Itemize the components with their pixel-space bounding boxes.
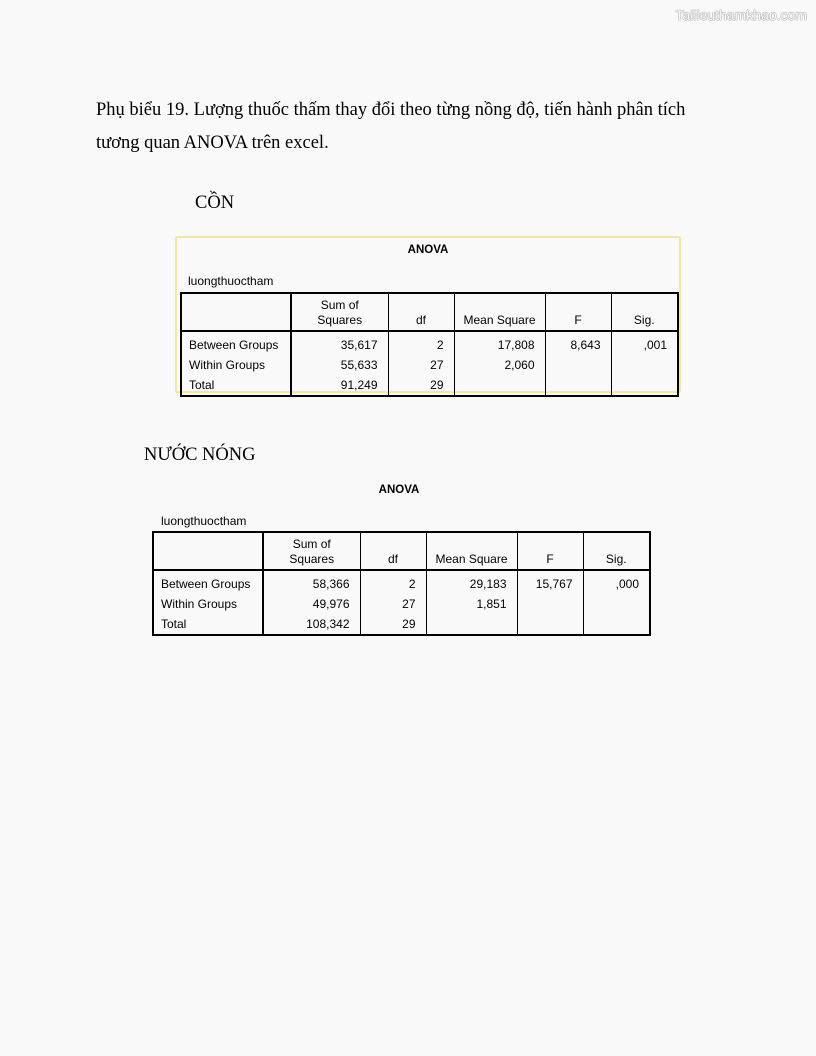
column-header-sum-of-squares-label: Sum of Squares: [317, 298, 363, 327]
table-header-row: [181, 293, 678, 331]
column-header-f: F: [545, 293, 611, 331]
cell-df: 29: [388, 375, 454, 396]
row-label: Between Groups: [181, 331, 291, 355]
row-label: Within Groups: [181, 355, 291, 375]
cell-sig: [583, 614, 650, 635]
column-header-df: df: [360, 532, 426, 570]
column-header-mean-square: Mean Square: [426, 532, 517, 570]
row-label: Between Groups: [153, 570, 263, 594]
cell-sum-of-squares: 35,617: [291, 331, 388, 355]
column-header-sig: Sig.: [611, 293, 678, 331]
anova-box-con: [175, 236, 681, 393]
cell-sum-of-squares: 49,976: [263, 594, 360, 614]
column-header-stub: [181, 293, 291, 331]
cell-sum-of-squares: 91,249: [291, 375, 388, 396]
table-row: [153, 570, 650, 594]
anova-table: [152, 531, 651, 636]
anova-table: [180, 292, 679, 397]
table-row: [153, 594, 650, 614]
column-header-mean-square: Mean Square: [454, 293, 545, 331]
cell-sig: [583, 594, 650, 614]
row-label: Total: [153, 614, 263, 635]
anova-title: ANOVA: [407, 244, 449, 256]
column-header-df: df: [388, 293, 454, 331]
row-label: Total: [181, 375, 291, 396]
cell-mean-square: 1,851: [426, 594, 517, 614]
dependent-variable: luongthuoctham: [161, 514, 247, 528]
cell-sig: [611, 375, 678, 396]
watermark: Tailieuthamkhao.com: [675, 7, 807, 23]
cell-df: 2: [360, 570, 426, 594]
column-header-sum-of-squares: [291, 293, 388, 331]
cell-sig: [611, 355, 678, 375]
column-header-sig: Sig.: [583, 532, 650, 570]
cell-df: 2: [388, 331, 454, 355]
cell-sum-of-squares: 108,342: [263, 614, 360, 635]
cell-mean-square: [426, 614, 517, 635]
cell-mean-square: [454, 375, 545, 396]
cell-f: [517, 594, 583, 614]
row-label: Within Groups: [153, 594, 263, 614]
column-header-f: F: [517, 532, 583, 570]
table-row: [181, 375, 678, 396]
table-row: [181, 355, 678, 375]
cell-f: 8,643: [545, 331, 611, 355]
caption: Phụ biểu 19. Lượng thuốc thấm thay đổi theo từng nồng độ, tiến hành phân tích tương quan ANOVA trên excel.: [96, 100, 686, 153]
cell-df: 29: [360, 614, 426, 635]
dependent-variable: luongthuoctham: [188, 274, 274, 288]
cell-sum-of-squares: 55,633: [291, 355, 388, 375]
cell-sum-of-squares: 58,366: [263, 570, 360, 594]
cell-mean-square: 17,808: [454, 331, 545, 355]
cell-f: [545, 375, 611, 396]
column-header-sum-of-squares-label: Sum of Squares: [289, 537, 335, 566]
column-header-stub: [153, 532, 263, 570]
section-heading-nuoc-nong: NƯỚC NÓNG: [144, 445, 256, 465]
table-row: [153, 614, 650, 635]
section-heading-con: CỒN: [195, 193, 235, 213]
anova-box-nuoc-nong: [150, 478, 652, 631]
column-header-sum-of-squares: [263, 532, 360, 570]
cell-mean-square: 2,060: [454, 355, 545, 375]
cell-sig: ,000: [583, 570, 650, 594]
cell-f: [517, 614, 583, 635]
anova-title: ANOVA: [378, 484, 420, 496]
table-row: [181, 331, 678, 355]
cell-f: [545, 355, 611, 375]
cell-df: 27: [360, 594, 426, 614]
cell-mean-square: 29,183: [426, 570, 517, 594]
table-header-row: [153, 532, 650, 570]
cell-sig: ,001: [611, 331, 678, 355]
cell-df: 27: [388, 355, 454, 375]
cell-f: 15,767: [517, 570, 583, 594]
